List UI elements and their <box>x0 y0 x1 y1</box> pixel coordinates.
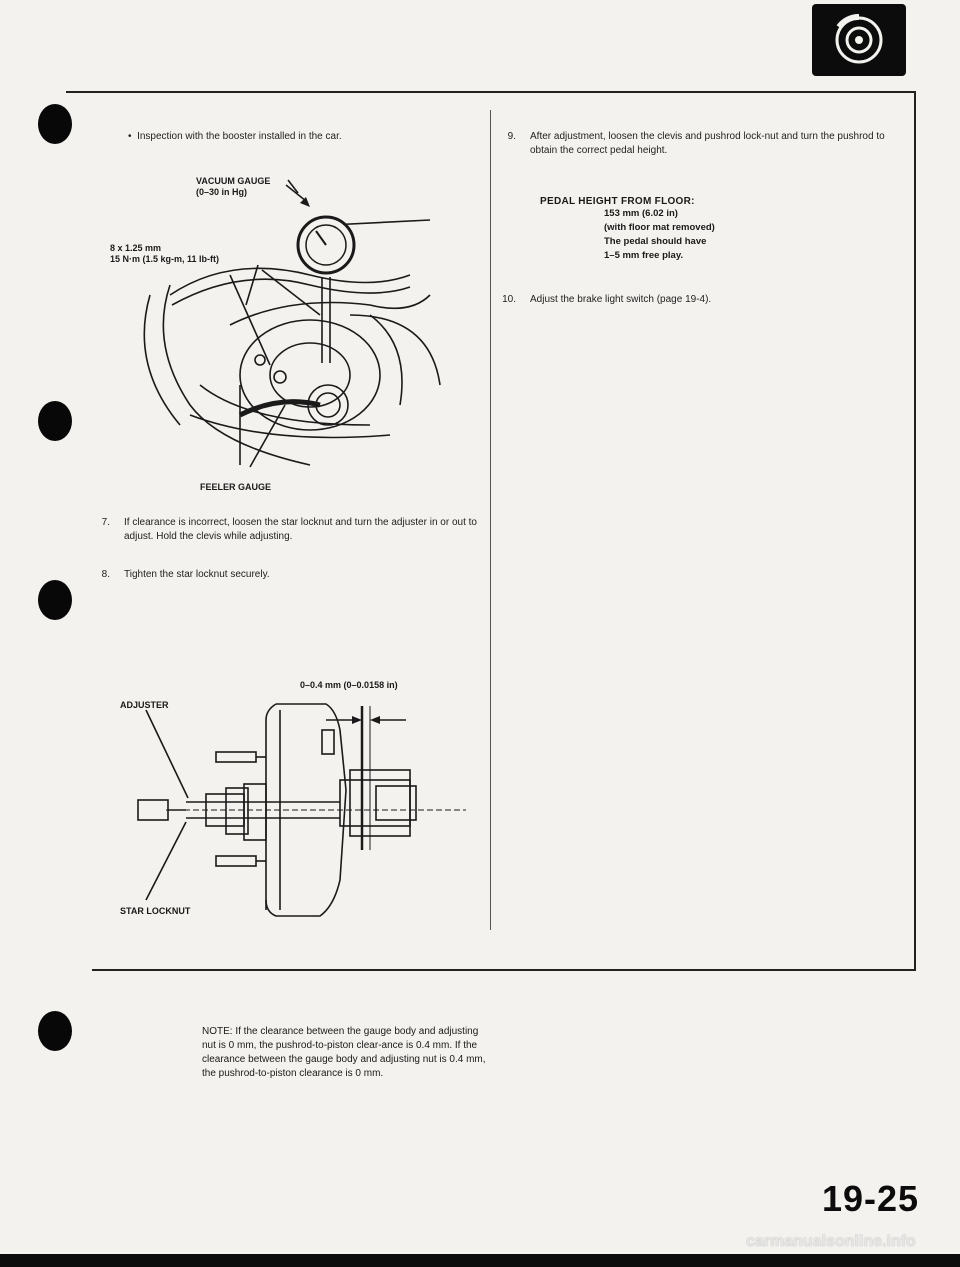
step-number: 8. <box>101 569 110 580</box>
page-number: 19-25 <box>822 1178 920 1219</box>
spec-condition: (with floor mat removed) <box>604 222 715 233</box>
bullet-text: Inspection with the booster installed in the car. <box>137 131 342 142</box>
feeler-gauge-label: FEELER GAUGE <box>200 482 272 492</box>
bullet-item <box>128 130 478 144</box>
vacuum-gauge-label: VACUUM GAUGE (0–30 in Hg) <box>196 176 271 197</box>
bottom-edge <box>0 1254 960 1267</box>
step-9 <box>494 130 894 158</box>
bullet-icon: • <box>128 131 138 142</box>
step-number: 10. <box>502 294 516 305</box>
step-text: After adjustment, loosen the clevis and pushrod lock-nut and turn the pushrod to obtain the correct pedal height. <box>530 131 885 156</box>
step-text: If clearance is incorrect, loosen the star locknut and turn the adjuster in or out to adjust. Hold the clevis while adjusting. <box>124 517 477 542</box>
brake-section-tab <box>812 4 906 76</box>
spec-value: 153 mm (6.02 in) <box>604 208 678 219</box>
step-7 <box>88 516 484 544</box>
spec-free-play-2: 1–5 mm free play. <box>604 250 684 261</box>
bolt-spec-label: 8 x 1.25 mm 15 N·m (1.5 kg-m, 11 lb-ft) <box>110 243 220 264</box>
pedal-height-spec <box>540 196 880 263</box>
column-divider <box>490 110 491 930</box>
booster-clearance-diagram <box>126 690 466 930</box>
frame-right-rule <box>914 91 916 971</box>
clearance-label: 0–0.4 mm (0–0.0158 in) <box>300 680 398 690</box>
binder-hole-1 <box>38 104 72 144</box>
step-number: 7. <box>101 517 110 528</box>
frame-top-rule <box>66 91 916 93</box>
brake-disc-icon <box>831 13 887 67</box>
frame-bottom-rule <box>92 969 916 971</box>
watermark: carmanualsonline.info <box>746 1233 916 1250</box>
step-8 <box>88 568 484 582</box>
adjuster-label: ADJUSTER <box>120 700 169 710</box>
spec-free-play-1: The pedal should have <box>604 236 707 247</box>
spec-heading: PEDAL HEIGHT FROM FLOOR: <box>540 196 695 207</box>
star-locknut-label: STAR LOCKNUT <box>120 906 191 916</box>
binder-hole-4 <box>38 1011 72 1051</box>
step-text: Tighten the star locknut securely. <box>124 569 270 580</box>
step-number: 9. <box>507 131 516 142</box>
vacuum-gauge-diagram <box>110 165 482 485</box>
step-10 <box>494 293 894 307</box>
binder-hole-2 <box>38 401 72 441</box>
clearance-note: NOTE: If the clearance between the gauge body and adjusting nut is 0 mm, the pushrod-to-piston clear-ance is 0.4 mm. If the clearance between the gauge body and adjusting nut is 0.4 mm, the pushrod-to-piston clearance is 0 mm. <box>202 1026 486 1079</box>
step-text: Adjust the brake light switch (page 19-4). <box>530 294 712 305</box>
binder-hole-3 <box>38 580 72 620</box>
